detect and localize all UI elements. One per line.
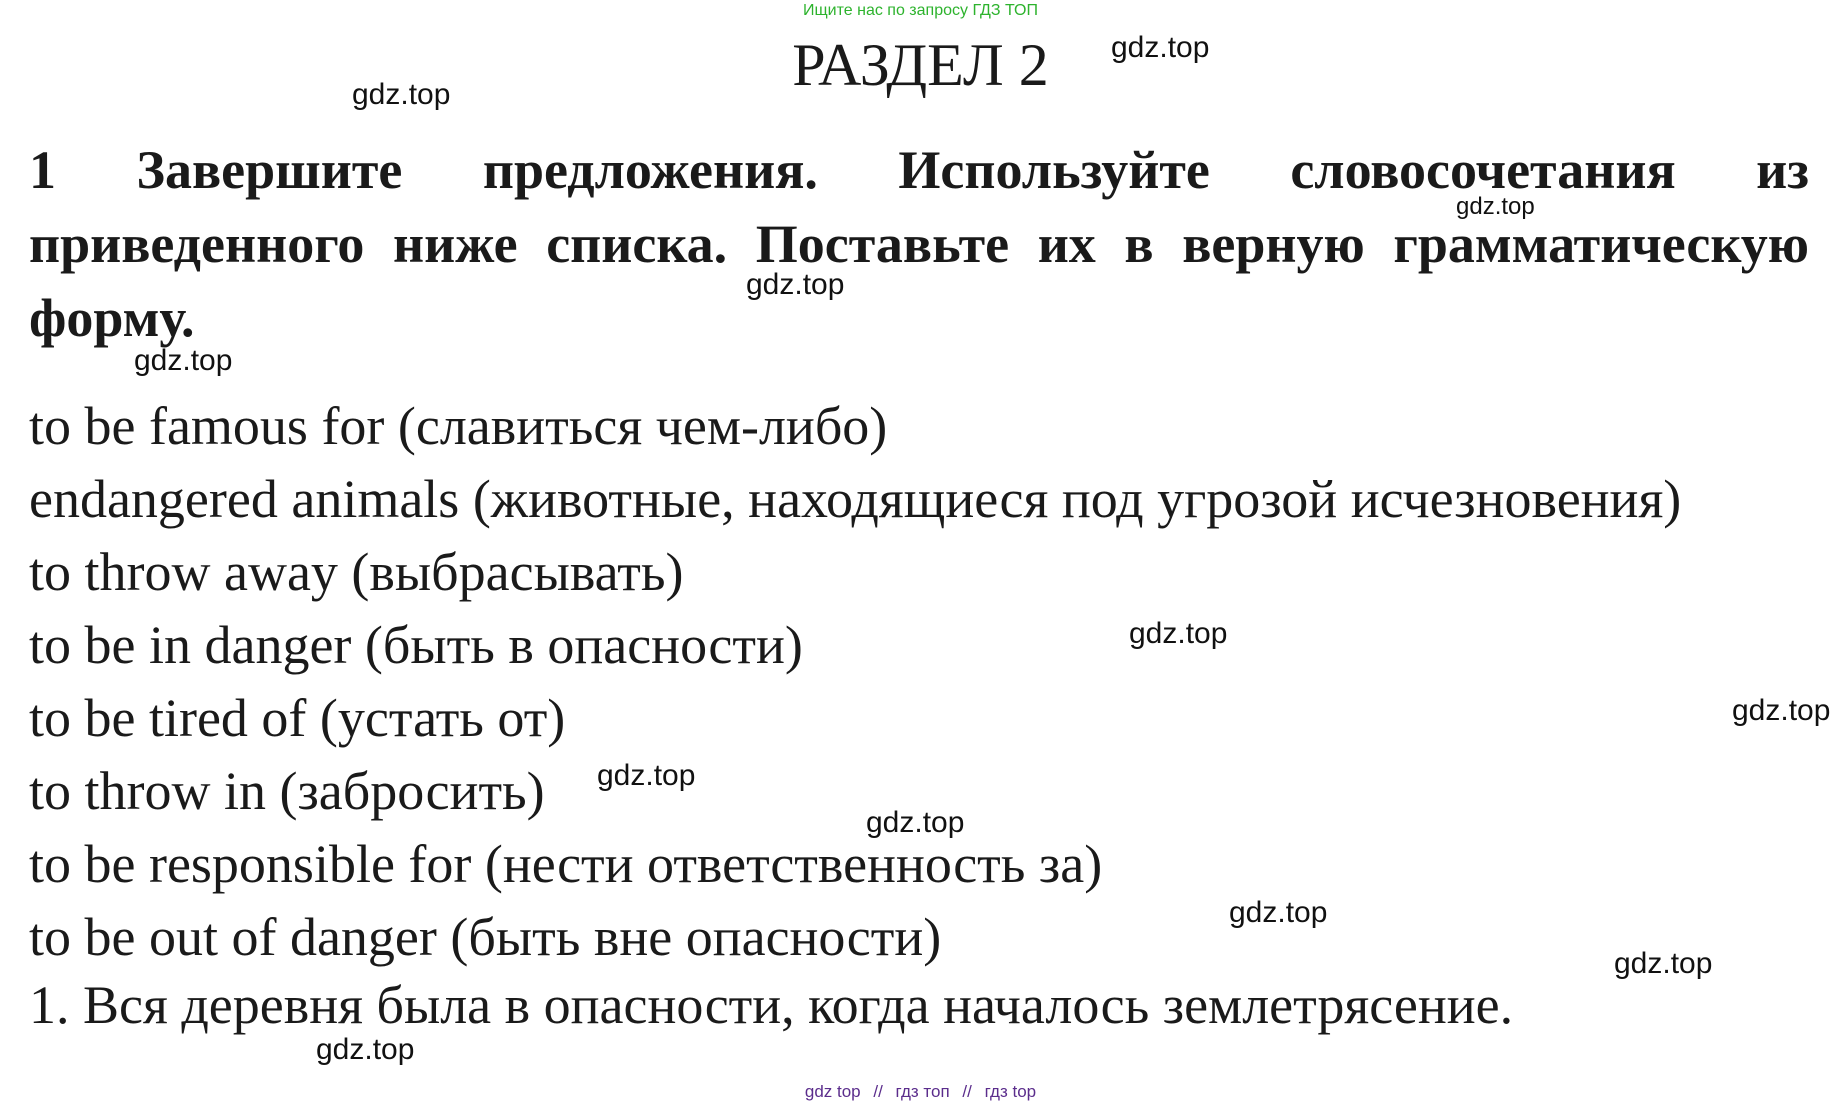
phrase-list (29, 390, 1681, 974)
watermark: gdz.top (352, 78, 451, 111)
phrase-item: to be famous for (славиться чем-либо) (29, 396, 888, 456)
footer-item: гдз top (984, 1082, 1037, 1101)
banner-text: Ищите нас по запросу ГДЗ ТОП (803, 2, 1038, 19)
watermark: gdz.top (134, 344, 233, 377)
phrase-item: to throw in (забросить) (29, 761, 545, 821)
footer-item: gdz top (804, 1082, 861, 1101)
footer (0, 1082, 1841, 1102)
watermark: gdz.top (746, 268, 845, 301)
top-banner (0, 0, 1841, 22)
phrase-item: endangered animals (животные, находящиеся под угрозой исчезновения) (29, 469, 1682, 529)
watermark: gdz.top (866, 806, 965, 839)
task-instruction: 1 Завершите предложения. Используйте словосочетания из приведенного ниже списка. Поставьте их в верную грамматическую форму. (29, 140, 1809, 348)
footer-separator: // (873, 1082, 883, 1101)
watermark: gdz.top (1456, 193, 1535, 220)
watermark: gdz.top (597, 759, 696, 792)
phrase-item: to be in danger (быть в опасности) (29, 615, 803, 675)
footer-item: гдз топ (895, 1082, 950, 1101)
phrase-item: to throw away (выбрасывать) (29, 542, 684, 602)
phrase-item: to be responsible for (нести ответственность за) (29, 834, 1103, 894)
phrase-item: to be tired of (устать от) (29, 688, 566, 748)
watermark: gdz.top (1732, 694, 1831, 727)
answer-sentence: 1. Вся деревня была в опасности, когда началось землетрясение. (29, 975, 1514, 1035)
footer-separator: // (962, 1082, 972, 1101)
watermark: gdz.top (316, 1033, 415, 1066)
watermark: gdz.top (1229, 896, 1328, 929)
section-title: РАЗДЕЛ 2 (792, 32, 1049, 98)
phrase-item: to be out of danger (быть вне опасности) (29, 907, 942, 967)
watermark: gdz.top (1129, 617, 1228, 650)
watermark: gdz.top (1614, 947, 1713, 980)
watermark: gdz.top (1111, 31, 1210, 64)
